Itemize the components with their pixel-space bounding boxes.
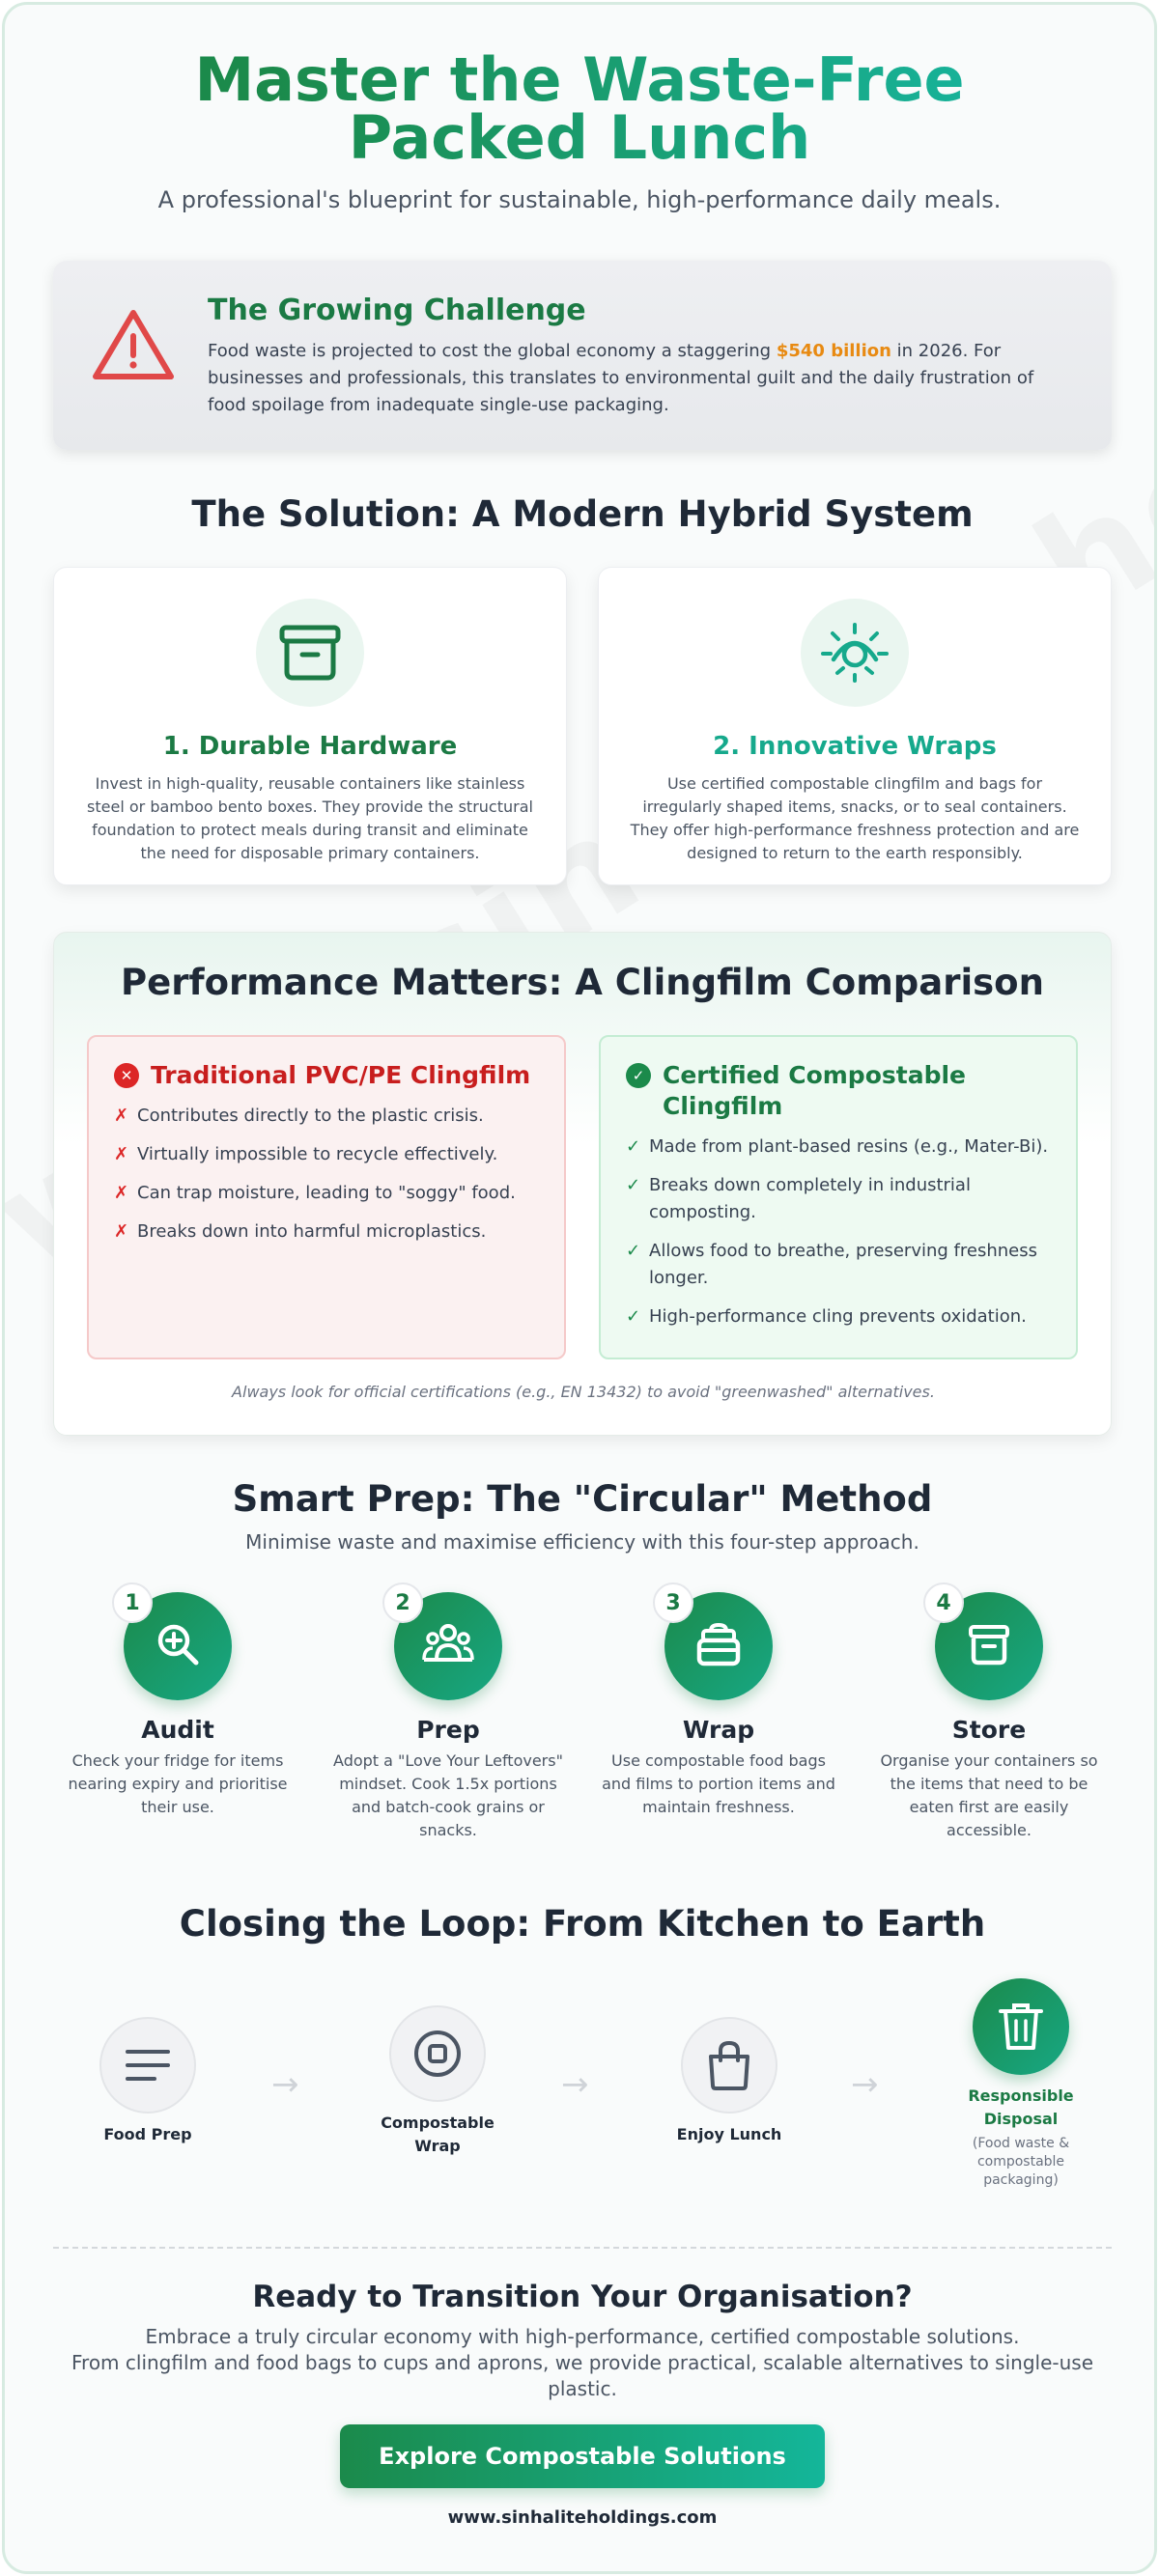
loop-enjoy-lunch <box>647 2017 811 2146</box>
card-text: Invest in high-quality, reusable containers like stainless steel or bamboo bento boxes. They provide the structural foundation to protect meals during transit and eliminate the need for disposable primary containers. <box>87 774 533 862</box>
shopping-bag-icon <box>681 2017 777 2114</box>
loop-compostable-wrap <box>355 2005 520 2158</box>
certification-note: Always look for official certifications (e.g., EN 13432) to avoid "greenwashed" alternatives. <box>232 1383 935 1401</box>
traditional-clingfilm-box <box>87 1035 566 1359</box>
close-circle-icon: ✕ <box>114 1063 139 1088</box>
step-title: Audit <box>141 1716 214 1744</box>
traditional-list <box>114 1103 539 1246</box>
header <box>5 5 1154 213</box>
wrap-circle-icon <box>389 2005 486 2102</box>
step-store <box>868 1588 1110 1842</box>
list-item: ✓ High-performance cling prevents oxidation. <box>626 1303 1051 1330</box>
lunchbox-icon <box>693 1619 744 1673</box>
loop-title: Closing the Loop: From Kitchen to Earth <box>179 1903 986 1945</box>
challenge-panel <box>53 261 1112 450</box>
card-text: Use certified compostable clingfilm and bags for irregularly shaped items, snacks, or to seal containers. They offer high-performance freshness protection and are designed to return to the earth responsibly. <box>630 774 1080 862</box>
website-link[interactable]: www.sinhaliteholdings.com <box>447 2507 718 2528</box>
step-text: Check your fridge for items nearing expiry and prioritise their use. <box>68 1751 288 1816</box>
check-icon: ✓ <box>626 1241 641 1261</box>
step-title: Prep <box>416 1716 480 1744</box>
step-number: 4 <box>923 1582 964 1623</box>
check-circle-icon: ✓ <box>626 1063 651 1088</box>
list-item: ✓ Breaks down completely in industrial composting. <box>626 1172 1051 1226</box>
card-title: 2. Innovative Wraps <box>713 732 997 761</box>
cross-icon: ✗ <box>114 1221 129 1242</box>
infographic-page <box>2 2 1157 2574</box>
step-number: 2 <box>382 1582 423 1623</box>
cross-icon: ✗ <box>114 1144 129 1164</box>
list-item: ✓ Made from plant-based resins (e.g., Mater-Bi). <box>626 1134 1051 1161</box>
cta-text: Embrace a truly circular economy with high-performance, certified compostable solutions. From clingfilm and food bags to cups and aprons, we provide practical, scalable alternatives to single-use plastic. <box>71 2325 1094 2400</box>
step-text: Organise your containers so the items that need to be eaten first are easily accessible. <box>880 1751 1098 1839</box>
list-item: ✗ Can trap moisture, leading to "soggy" food. <box>114 1180 539 1207</box>
loop-responsible-disposal <box>939 1978 1103 2190</box>
arrow-icon: → <box>271 2065 299 2104</box>
step-text: Use compostable food bags and films to portion items and maintain freshness. <box>602 1751 835 1816</box>
comparison-title: Performance Matters: A Clingfilm Comparison <box>121 962 1044 1003</box>
loop-label: Enjoy Lunch <box>676 2125 782 2143</box>
compostable-title: Certified Compostable Clingfilm <box>663 1061 967 1120</box>
loop-label: Food Prep <box>103 2125 192 2143</box>
challenge-title: The Growing Challenge <box>208 294 586 327</box>
challenge-highlight: $540 billion <box>776 341 891 361</box>
check-icon: ✓ <box>626 1136 641 1157</box>
step-title: Store <box>951 1716 1027 1744</box>
list-item: ✗ Breaks down into harmful microplastics. <box>114 1218 539 1246</box>
check-icon: ✓ <box>626 1306 641 1327</box>
search-zoom-icon <box>153 1619 203 1673</box>
page-title: Master the Waste-Free Packed Lunch <box>68 51 1091 167</box>
loop-note: (Food waste & compostable packaging) <box>972 2136 1070 2188</box>
menu-lines-icon <box>99 2017 196 2114</box>
storage-box-icon <box>964 1619 1014 1673</box>
compostable-clingfilm-box <box>599 1035 1078 1359</box>
solution-card-hardware <box>53 567 567 885</box>
cross-icon: ✗ <box>114 1106 129 1126</box>
divider <box>53 2247 1112 2249</box>
warning-icon <box>90 307 177 388</box>
challenge-text: Food waste is projected to cost the global economy a staggering $540 billion in 2026. For businesses and professionals, this translates to environmental guilt and the daily frustration of food spoilage from inadequate single-use packaging. <box>208 341 1034 415</box>
loop-label: Compostable Wrap <box>381 2114 495 2155</box>
solution-card-wraps <box>598 567 1112 885</box>
smart-prep-title: Smart Prep: The "Circular" Method <box>232 1478 933 1520</box>
trash-icon <box>973 1978 1069 2075</box>
cross-icon: ✗ <box>114 1183 129 1203</box>
sun-leaf-icon <box>801 599 909 707</box>
compostable-list <box>626 1134 1051 1330</box>
step-title: Wrap <box>682 1716 755 1744</box>
solution-title: The Solution: A Modern Hybrid System <box>191 493 974 535</box>
archive-box-icon <box>256 599 364 707</box>
card-title: 1. Durable Hardware <box>162 732 458 761</box>
smart-prep-subtitle: Minimise waste and maximise efficiency with this four-step approach. <box>245 1530 919 1554</box>
loop-label: Responsible Disposal <box>968 2086 1074 2128</box>
traditional-title: Traditional PVC/PE Clingfilm <box>151 1061 531 1089</box>
comparison-panel <box>53 932 1112 1436</box>
list-item: ✗ Virtually impossible to recycle effectively. <box>114 1141 539 1168</box>
list-item: ✓ Allows food to breathe, preserving freshness longer. <box>626 1238 1051 1292</box>
step-number: 3 <box>653 1582 693 1623</box>
check-icon: ✓ <box>626 1175 641 1195</box>
page-subtitle: A professional's blueprint for sustainable, high-performance daily meals. <box>157 186 1002 213</box>
step-audit <box>57 1588 298 1819</box>
arrow-icon: → <box>851 2065 879 2104</box>
loop-food-prep <box>66 2017 230 2146</box>
step-prep <box>327 1588 569 1842</box>
step-text: Adopt a "Love Your Leftovers" mindset. Cook 1.5x portions and batch-cook grains or snacks. <box>333 1751 563 1839</box>
step-wrap <box>598 1588 839 1819</box>
explore-solutions-button[interactable]: Explore Compostable Solutions <box>340 2424 825 2488</box>
cta-title: Ready to Transition Your Organisation? <box>252 2280 913 2314</box>
list-item: ✗ Contributes directly to the plastic crisis. <box>114 1103 539 1130</box>
arrow-icon: → <box>561 2065 589 2104</box>
step-number: 1 <box>112 1582 153 1623</box>
people-icon <box>421 1619 475 1673</box>
